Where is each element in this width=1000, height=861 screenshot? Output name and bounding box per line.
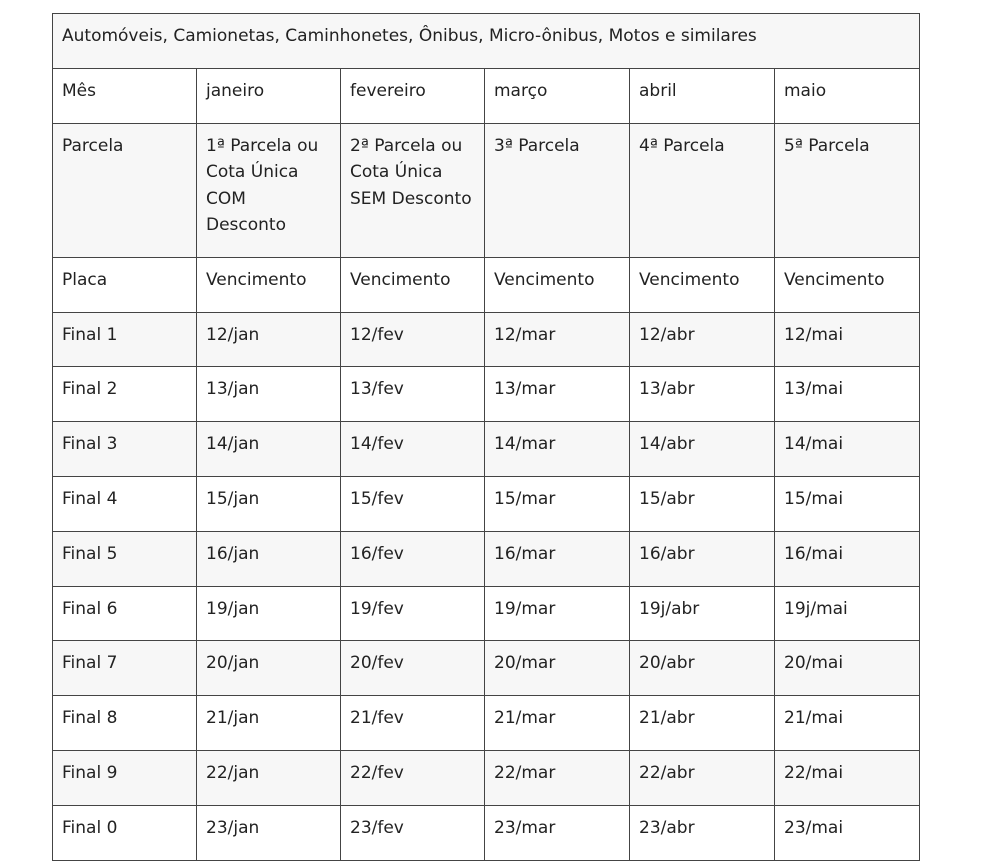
due-date-cell: 15/jan [197,476,341,531]
vencimento-cell: Vencimento [341,257,485,312]
due-date-cell: 14/abr [630,422,775,477]
table-row [53,367,920,422]
due-date-cell: 22/mar [485,750,630,805]
table-row [53,750,920,805]
due-date-cell: 12/abr [630,312,775,367]
month-cell: março [485,69,630,124]
table-row [53,476,920,531]
month-cell: abril [630,69,775,124]
month-cell: janeiro [197,69,341,124]
due-date-cell: 13/abr [630,367,775,422]
plate-final-cell: Final 4 [53,476,197,531]
due-date-cell: 15/fev [341,476,485,531]
vencimento-cell: Vencimento [630,257,775,312]
due-date-cell: 21/mai [775,696,920,751]
due-date-cell: 21/mar [485,696,630,751]
placa-row [53,257,920,312]
schedule-table [52,13,920,861]
parcela-cell: 2ª Parcela ou Cota Única SEM Desconto [341,123,485,257]
due-date-cell: 23/mar [485,805,630,860]
plate-final-cell: Final 2 [53,367,197,422]
table-row [53,531,920,586]
month-row [53,69,920,124]
due-date-cell: 13/jan [197,367,341,422]
vencimento-cell: Vencimento [485,257,630,312]
due-date-cell: 16/mar [485,531,630,586]
table-row [53,641,920,696]
plate-final-cell: Final 9 [53,750,197,805]
due-date-cell: 21/jan [197,696,341,751]
due-date-cell: 22/abr [630,750,775,805]
month-header-cell: Mês [53,69,197,124]
due-date-cell: 14/mar [485,422,630,477]
vencimento-cell: Vencimento [775,257,920,312]
plate-final-cell: Final 8 [53,696,197,751]
plate-final-cell: Final 3 [53,422,197,477]
due-date-cell: 19/fev [341,586,485,641]
table-row [53,805,920,860]
due-date-cell: 15/mar [485,476,630,531]
due-date-cell: 15/mai [775,476,920,531]
plate-final-cell: Final 0 [53,805,197,860]
due-date-cell: 20/fev [341,641,485,696]
due-date-cell: 16/jan [197,531,341,586]
due-date-cell: 16/abr [630,531,775,586]
due-date-cell: 23/jan [197,805,341,860]
due-date-cell: 14/mai [775,422,920,477]
month-cell: maio [775,69,920,124]
due-date-cell: 16/fev [341,531,485,586]
plate-final-cell: Final 7 [53,641,197,696]
plate-final-cell: Final 6 [53,586,197,641]
due-date-cell: 14/fev [341,422,485,477]
due-date-cell: 22/mai [775,750,920,805]
due-date-cell: 12/mai [775,312,920,367]
due-date-cell: 22/fev [341,750,485,805]
due-date-cell: 13/fev [341,367,485,422]
plate-final-cell: Final 5 [53,531,197,586]
table-row [53,586,920,641]
due-date-cell: 21/abr [630,696,775,751]
due-date-cell: 12/mar [485,312,630,367]
due-date-cell: 20/mar [485,641,630,696]
placa-header-cell: Placa [53,257,197,312]
due-date-cell: 21/fev [341,696,485,751]
parcela-cell: 3ª Parcela [485,123,630,257]
parcela-header-cell: Parcela [53,123,197,257]
due-date-cell: 15/abr [630,476,775,531]
due-date-cell: 13/mai [775,367,920,422]
table-row [53,422,920,477]
due-date-cell: 19j/abr [630,586,775,641]
table-row [53,312,920,367]
parcela-cell: 4ª Parcela [630,123,775,257]
table-title: Automóveis, Camionetas, Caminhonetes, Ônibus, Micro-ônibus, Motos e similares [53,14,920,69]
due-date-cell: 23/fev [341,805,485,860]
parcela-row [53,123,920,257]
parcela-cell: 5ª Parcela [775,123,920,257]
due-date-cell: 14/jan [197,422,341,477]
month-cell: fevereiro [341,69,485,124]
due-date-cell: 12/fev [341,312,485,367]
due-date-cell: 13/mar [485,367,630,422]
vencimento-cell: Vencimento [197,257,341,312]
due-date-cell: 19/mar [485,586,630,641]
due-date-cell: 23/mai [775,805,920,860]
due-date-cell: 23/abr [630,805,775,860]
due-date-cell: 20/abr [630,641,775,696]
due-date-cell: 20/jan [197,641,341,696]
due-date-cell: 22/jan [197,750,341,805]
due-date-cell: 19/jan [197,586,341,641]
due-date-cell: 12/jan [197,312,341,367]
due-date-cell: 19j/mai [775,586,920,641]
plate-final-cell: Final 1 [53,312,197,367]
due-date-cell: 20/mai [775,641,920,696]
due-date-cell: 16/mai [775,531,920,586]
parcela-cell: 1ª Parcela ou Cota Única COM Desconto [197,123,341,257]
table-row [53,696,920,751]
